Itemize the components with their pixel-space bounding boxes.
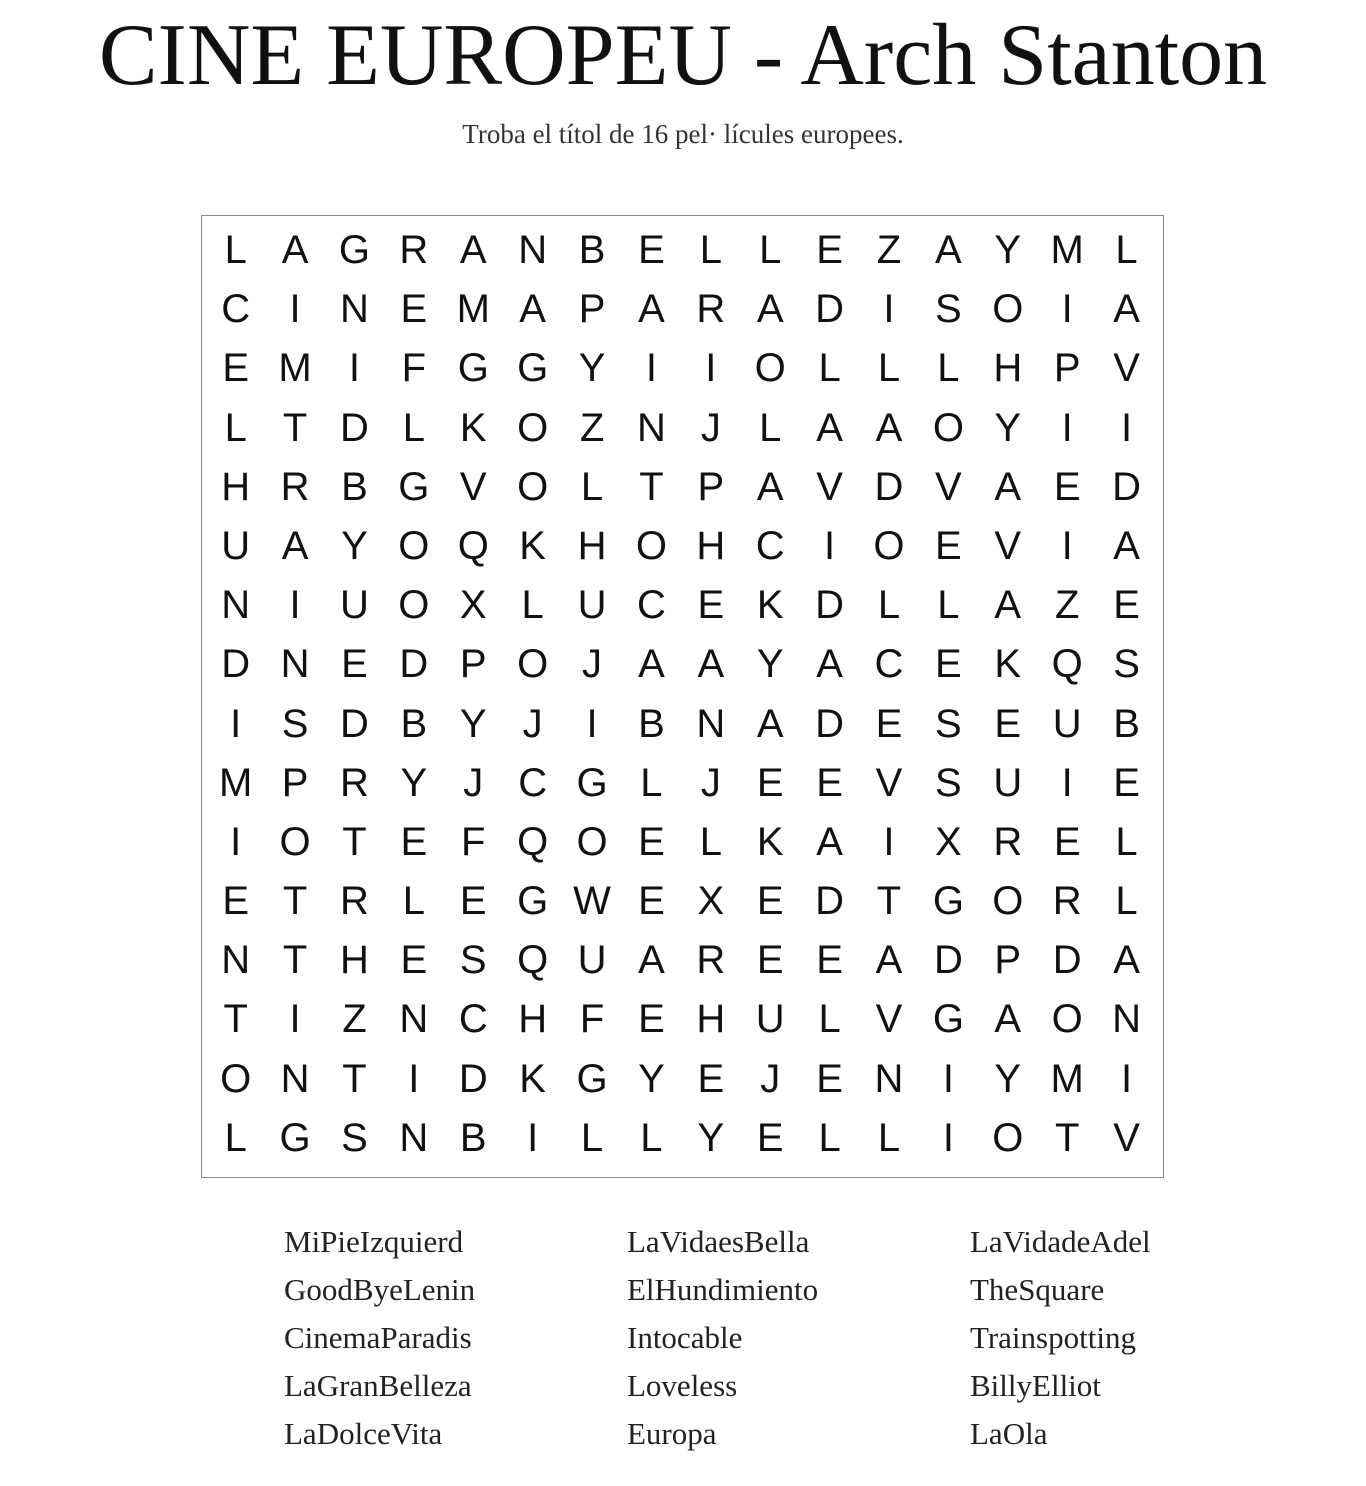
grid-letter[interactable]: Z bbox=[876, 228, 902, 272]
grid-letter[interactable]: D bbox=[458, 1056, 488, 1101]
grid-letter[interactable]: E bbox=[935, 523, 962, 568]
grid-letter[interactable]: I bbox=[1120, 1056, 1133, 1101]
grid-letter[interactable]: K bbox=[459, 405, 487, 450]
grid-letter[interactable]: I bbox=[289, 997, 301, 1042]
grid-letter[interactable]: Y bbox=[400, 760, 428, 805]
grid-letter[interactable]: T bbox=[223, 997, 248, 1042]
grid-letter[interactable]: B bbox=[400, 701, 428, 746]
grid-letter[interactable]: Y bbox=[341, 523, 368, 568]
grid-letter[interactable]: E bbox=[1053, 464, 1081, 509]
grid-letter[interactable]: M bbox=[278, 346, 312, 391]
grid-letter[interactable]: O bbox=[873, 523, 905, 568]
grid-letter[interactable]: E bbox=[697, 583, 725, 628]
grid-letter[interactable]: I bbox=[230, 701, 242, 746]
grid-letter[interactable]: D bbox=[1052, 938, 1082, 983]
grid-letter[interactable]: F bbox=[461, 819, 486, 864]
grid-letter[interactable]: B bbox=[638, 701, 665, 746]
grid-letter[interactable]: Z bbox=[342, 997, 367, 1042]
grid-letter[interactable]: I bbox=[289, 583, 301, 628]
grid-letter[interactable]: U bbox=[221, 523, 251, 568]
grid-letter[interactable]: S bbox=[935, 701, 962, 746]
grid-letter[interactable]: I bbox=[289, 287, 301, 332]
grid-letter[interactable]: C bbox=[755, 523, 785, 568]
grid-letter[interactable]: D bbox=[815, 701, 845, 746]
grid-letter[interactable]: H bbox=[696, 523, 726, 568]
word-list-item: CinemaParadis bbox=[284, 1320, 472, 1355]
grid-letter[interactable]: I bbox=[586, 701, 598, 746]
grid-letter[interactable]: G bbox=[279, 1115, 311, 1160]
grid-letter[interactable]: J bbox=[582, 642, 603, 687]
grid-letter[interactable]: N bbox=[636, 405, 666, 450]
grid-letter[interactable]: V bbox=[459, 464, 487, 509]
grid-letter[interactable]: H bbox=[993, 346, 1023, 391]
grid-letter[interactable]: E bbox=[697, 1056, 725, 1101]
grid-letter[interactable]: R bbox=[399, 228, 429, 272]
grid-letter[interactable]: J bbox=[760, 1056, 781, 1101]
grid-letter[interactable]: I bbox=[348, 346, 361, 391]
grid-letter[interactable]: V bbox=[875, 997, 903, 1042]
grid-letter[interactable]: E bbox=[638, 819, 665, 864]
grid-letter[interactable]: E bbox=[222, 879, 250, 924]
grid-letter[interactable]: G bbox=[338, 228, 371, 272]
grid-letter[interactable]: P bbox=[459, 642, 487, 687]
grid-letter[interactable]: S bbox=[459, 938, 487, 983]
grid-letter[interactable]: A bbox=[756, 287, 784, 332]
grid-letter[interactable]: Q bbox=[457, 523, 489, 568]
grid-letter[interactable]: D bbox=[1112, 464, 1141, 509]
word-list-item: LaDolceVita bbox=[284, 1416, 443, 1451]
grid-letter[interactable]: L bbox=[699, 228, 722, 272]
grid-letter[interactable]: Y bbox=[697, 1115, 725, 1160]
grid-letter[interactable]: N bbox=[280, 1056, 310, 1101]
grid-letter[interactable]: D bbox=[340, 405, 369, 450]
grid-letter[interactable]: A bbox=[816, 642, 843, 687]
grid-letter[interactable]: L bbox=[224, 1115, 247, 1160]
grid-letter[interactable]: L bbox=[580, 464, 604, 509]
grid-letter[interactable]: L bbox=[818, 997, 841, 1042]
grid-letter[interactable]: I bbox=[1120, 405, 1133, 450]
grid-letter[interactable]: N bbox=[874, 1056, 904, 1101]
grid-letter[interactable]: O bbox=[992, 287, 1024, 332]
grid-letter[interactable]: J bbox=[522, 701, 543, 746]
grid-letter[interactable]: H bbox=[518, 997, 548, 1042]
grid-letter[interactable]: M bbox=[219, 760, 253, 805]
grid-letter[interactable]: X bbox=[697, 879, 725, 924]
grid-letter[interactable]: A bbox=[994, 997, 1022, 1042]
grid-letter[interactable]: G bbox=[932, 997, 964, 1042]
grid-letter[interactable]: V bbox=[875, 760, 903, 805]
grid-letter[interactable]: O bbox=[398, 523, 430, 568]
grid-letter[interactable]: C bbox=[221, 287, 251, 332]
grid-letter[interactable]: E bbox=[638, 879, 665, 924]
grid-letter[interactable]: G bbox=[576, 760, 608, 805]
grid-letter[interactable]: E bbox=[638, 997, 665, 1042]
grid-letter[interactable]: I bbox=[645, 346, 657, 391]
grid-letter[interactable]: O bbox=[992, 1115, 1024, 1160]
grid-letter[interactable]: D bbox=[399, 642, 429, 687]
instructions: Troba el títol de 16 pel· lícules europees. bbox=[462, 119, 904, 149]
grid-letter[interactable]: A bbox=[281, 523, 309, 568]
grid-letter[interactable]: I bbox=[1061, 523, 1073, 568]
word-list-item: Loveless bbox=[627, 1368, 738, 1403]
grid-letter[interactable]: P bbox=[697, 464, 725, 509]
grid-letter[interactable]: A bbox=[756, 701, 784, 746]
grid-letter[interactable]: M bbox=[1050, 1056, 1084, 1101]
grid-letter[interactable]: A bbox=[816, 405, 843, 450]
grid-letter[interactable]: S bbox=[935, 287, 962, 332]
word-list-item: GoodByeLenin bbox=[284, 1272, 476, 1307]
grid-letter[interactable]: A bbox=[756, 464, 784, 509]
word-list-item: Intocable bbox=[627, 1320, 743, 1355]
grid-letter[interactable]: O bbox=[1051, 997, 1083, 1042]
grid-letter[interactable]: A bbox=[935, 228, 962, 272]
grid-letter[interactable]: U bbox=[993, 760, 1023, 805]
word-list-item: BillyElliot bbox=[970, 1368, 1101, 1403]
grid-letter[interactable]: O bbox=[279, 819, 311, 864]
grid-letter[interactable]: E bbox=[400, 287, 428, 332]
grid-letter[interactable]: L bbox=[640, 760, 663, 805]
grid-letter[interactable]: G bbox=[932, 879, 964, 924]
grid-letter[interactable]: L bbox=[580, 1115, 604, 1160]
grid-letter[interactable]: I bbox=[942, 1115, 954, 1160]
grid-letter[interactable]: S bbox=[1113, 642, 1140, 687]
grid-letter[interactable]: L bbox=[759, 228, 782, 272]
grid-letter[interactable]: L bbox=[937, 583, 960, 628]
grid-letter[interactable]: W bbox=[573, 879, 611, 924]
grid-letter[interactable]: C bbox=[636, 583, 666, 628]
grid-letter[interactable]: T bbox=[282, 405, 308, 450]
grid-letter[interactable]: L bbox=[1115, 879, 1138, 924]
grid-letter[interactable]: U bbox=[1052, 701, 1082, 746]
word-list-item: LaVidaesBella bbox=[627, 1224, 810, 1259]
grid-letter[interactable]: I bbox=[883, 287, 895, 332]
grid-letter[interactable]: C bbox=[458, 997, 488, 1042]
grid-letter[interactable]: I bbox=[230, 819, 242, 864]
grid-letter[interactable]: H bbox=[340, 938, 369, 983]
word-list-item: MiPieIzquierd bbox=[284, 1224, 464, 1259]
grid-letter[interactable]: A bbox=[875, 405, 903, 450]
grid-letter[interactable]: A bbox=[875, 938, 903, 983]
grid-letter[interactable]: T bbox=[282, 938, 308, 983]
grid-letter[interactable]: A bbox=[519, 287, 546, 332]
grid-letter[interactable]: H bbox=[577, 523, 607, 568]
grid-letter[interactable]: R bbox=[340, 879, 369, 924]
grid-letter[interactable]: E bbox=[935, 642, 962, 687]
grid-letter[interactable]: K bbox=[756, 819, 784, 864]
grid-letter[interactable]: O bbox=[398, 583, 430, 628]
grid-letter[interactable]: T bbox=[282, 879, 308, 924]
grid-letter[interactable]: G bbox=[517, 346, 549, 391]
grid-letter[interactable]: K bbox=[519, 1056, 546, 1101]
grid-letter[interactable]: B bbox=[459, 1115, 487, 1160]
grid-letter[interactable]: L bbox=[818, 346, 841, 391]
grid-letter[interactable]: O bbox=[992, 879, 1024, 924]
grid-letter[interactable]: A bbox=[1113, 287, 1140, 332]
grid-letter[interactable]: E bbox=[341, 642, 368, 687]
grid-letter[interactable]: R bbox=[1052, 879, 1082, 924]
grid-letter[interactable]: T bbox=[639, 464, 664, 509]
grid-letter[interactable]: Q bbox=[517, 819, 549, 864]
grid-letter[interactable]: O bbox=[517, 642, 549, 687]
grid-letter[interactable]: I bbox=[1061, 405, 1073, 450]
grid-letter[interactable]: H bbox=[696, 997, 726, 1042]
grid-letter[interactable]: D bbox=[815, 287, 845, 332]
grid-letter[interactable]: N bbox=[518, 228, 548, 272]
grid-letter[interactable]: P bbox=[578, 287, 606, 332]
grid-letter[interactable]: M bbox=[456, 287, 490, 332]
grid-letter[interactable]: O bbox=[754, 346, 786, 391]
grid-letter[interactable]: I bbox=[883, 819, 895, 864]
grid-letter[interactable]: A bbox=[459, 228, 487, 272]
grid-letter[interactable]: R bbox=[696, 938, 726, 983]
grid-letter[interactable]: I bbox=[705, 346, 717, 391]
grid-letter[interactable]: V bbox=[816, 464, 843, 509]
grid-letter[interactable]: V bbox=[935, 464, 962, 509]
grid-letter[interactable]: A bbox=[638, 938, 665, 983]
grid-letter[interactable]: L bbox=[937, 346, 960, 391]
grid-letter[interactable]: L bbox=[402, 405, 425, 450]
word-list-item: TheSquare bbox=[970, 1272, 1105, 1307]
grid-letter[interactable]: E bbox=[400, 938, 428, 983]
grid-letter[interactable]: O bbox=[932, 405, 964, 450]
grid-letter[interactable]: E bbox=[994, 701, 1022, 746]
grid-letter[interactable]: F bbox=[579, 997, 605, 1042]
word-list bbox=[284, 1220, 1244, 1460]
grid-letter[interactable]: R bbox=[696, 287, 726, 332]
grid-letter[interactable]: R bbox=[280, 464, 310, 509]
grid-letter[interactable]: L bbox=[402, 879, 425, 924]
grid-letter[interactable]: G bbox=[457, 346, 489, 391]
grid-letter[interactable]: E bbox=[756, 879, 784, 924]
grid-letter[interactable]: E bbox=[400, 819, 428, 864]
grid-letter[interactable]: G bbox=[398, 464, 430, 509]
grid-letter[interactable]: D bbox=[933, 938, 963, 983]
grid-letter[interactable]: L bbox=[759, 405, 782, 450]
grid-letter[interactable]: C bbox=[874, 642, 904, 687]
word-search-grid bbox=[206, 221, 1156, 1168]
grid-letter[interactable]: Y bbox=[994, 1056, 1022, 1101]
grid-letter[interactable]: J bbox=[700, 760, 721, 805]
grid-letter[interactable]: U bbox=[755, 997, 785, 1042]
grid-letter[interactable]: E bbox=[459, 879, 487, 924]
grid-letter[interactable]: I bbox=[1061, 760, 1073, 805]
grid-letter[interactable]: E bbox=[1113, 760, 1140, 805]
grid-letter[interactable]: V bbox=[1113, 1115, 1140, 1160]
grid-letter[interactable]: I bbox=[1061, 287, 1073, 332]
grid-letter[interactable]: U bbox=[577, 583, 607, 628]
grid-letter[interactable]: N bbox=[280, 642, 310, 687]
grid-letter[interactable]: L bbox=[1115, 819, 1138, 864]
grid-letter[interactable]: E bbox=[816, 1056, 843, 1101]
grid-letter[interactable]: U bbox=[577, 938, 607, 983]
grid-letter[interactable]: I bbox=[824, 523, 836, 568]
grid-letter[interactable]: M bbox=[1050, 228, 1084, 272]
grid-letter[interactable]: A bbox=[638, 287, 665, 332]
grid-letter[interactable]: Y bbox=[994, 405, 1022, 450]
grid-letter[interactable]: E bbox=[756, 938, 784, 983]
grid-letter[interactable]: K bbox=[756, 583, 784, 628]
grid-letter[interactable]: P bbox=[1053, 346, 1081, 391]
grid-letter[interactable]: N bbox=[399, 1115, 429, 1160]
grid-letter[interactable]: E bbox=[1053, 819, 1081, 864]
word-list-item: LaVidadeAdel bbox=[970, 1224, 1151, 1259]
grid-letter[interactable]: K bbox=[519, 523, 546, 568]
grid-letter[interactable]: L bbox=[1115, 228, 1138, 272]
grid-letter[interactable]: L bbox=[877, 346, 901, 391]
grid-letter[interactable]: N bbox=[221, 938, 251, 983]
grid-letter[interactable]: F bbox=[401, 346, 427, 391]
grid-letter[interactable]: T bbox=[342, 819, 367, 864]
grid-letter[interactable]: P bbox=[994, 938, 1022, 983]
word-list-item: Trainspotting bbox=[970, 1320, 1136, 1355]
grid-letter[interactable]: Y bbox=[994, 228, 1022, 272]
grid-letter[interactable]: G bbox=[576, 1056, 608, 1101]
page-title: CINE EUROPEU - Arch Stanton bbox=[98, 7, 1268, 104]
grid-letter[interactable]: N bbox=[399, 997, 429, 1042]
grid-letter[interactable]: A bbox=[638, 642, 665, 687]
grid-letter[interactable]: N bbox=[340, 287, 369, 332]
grid-letter[interactable]: B bbox=[341, 464, 368, 509]
grid-letter[interactable]: J bbox=[463, 760, 484, 805]
grid-letter[interactable]: E bbox=[875, 701, 903, 746]
grid-letter[interactable]: E bbox=[816, 760, 843, 805]
grid-letter[interactable]: E bbox=[1113, 583, 1140, 628]
grid-letter[interactable]: E bbox=[756, 1115, 784, 1160]
grid-letter[interactable]: A bbox=[994, 583, 1022, 628]
grid-letter[interactable]: N bbox=[221, 583, 251, 628]
grid-letter[interactable]: Q bbox=[1051, 642, 1083, 687]
grid-letter[interactable]: O bbox=[576, 819, 608, 864]
grid-letter[interactable]: S bbox=[935, 760, 962, 805]
grid-letter[interactable]: D bbox=[221, 642, 251, 687]
grid-letter[interactable]: X bbox=[935, 819, 962, 864]
grid-letter[interactable]: E bbox=[756, 760, 784, 805]
grid-letter[interactable]: Y bbox=[756, 642, 784, 687]
grid-letter[interactable]: L bbox=[224, 228, 247, 272]
grid-letter[interactable]: H bbox=[221, 464, 251, 509]
grid-letter[interactable]: R bbox=[993, 819, 1023, 864]
grid-letter[interactable]: D bbox=[340, 701, 369, 746]
grid-letter[interactable]: X bbox=[459, 583, 487, 628]
grid-letter[interactable]: Z bbox=[579, 405, 605, 450]
grid-letter[interactable]: L bbox=[877, 583, 901, 628]
grid-letter[interactable]: J bbox=[700, 405, 721, 450]
grid-letter[interactable]: O bbox=[517, 464, 549, 509]
grid-letter[interactable]: N bbox=[696, 701, 726, 746]
grid-letter[interactable]: C bbox=[518, 760, 548, 805]
grid-letter[interactable]: Y bbox=[459, 701, 487, 746]
grid-letter[interactable]: V bbox=[994, 523, 1022, 568]
grid-letter[interactable]: B bbox=[1113, 701, 1140, 746]
grid-letter[interactable]: E bbox=[816, 938, 843, 983]
grid-letter[interactable]: A bbox=[1113, 938, 1140, 983]
grid-letter[interactable]: E bbox=[638, 228, 665, 272]
grid-letter[interactable]: S bbox=[281, 701, 309, 746]
grid-letter[interactable]: G bbox=[517, 879, 549, 924]
grid-letter[interactable]: K bbox=[994, 642, 1022, 687]
grid-letter[interactable]: Q bbox=[517, 938, 549, 983]
grid-letter[interactable]: Z bbox=[1054, 583, 1080, 628]
grid-letter[interactable]: O bbox=[517, 405, 549, 450]
grid-letter[interactable]: I bbox=[942, 1056, 954, 1101]
grid-letter[interactable]: L bbox=[640, 1115, 663, 1160]
grid-letter[interactable]: V bbox=[1113, 346, 1140, 391]
grid-letter[interactable]: D bbox=[815, 583, 845, 628]
word-list-item: LaOla bbox=[970, 1416, 1048, 1451]
grid-letter[interactable]: A bbox=[994, 464, 1022, 509]
grid-letter[interactable]: T bbox=[1054, 1115, 1080, 1160]
grid-letter[interactable]: L bbox=[818, 1115, 841, 1160]
grid-letter[interactable]: A bbox=[1113, 523, 1140, 568]
grid-letter[interactable]: I bbox=[527, 1115, 539, 1160]
grid-letter[interactable]: L bbox=[521, 583, 544, 628]
grid-letter[interactable]: Y bbox=[578, 346, 606, 391]
grid-letter[interactable]: D bbox=[815, 879, 845, 924]
word-list-item: Europa bbox=[627, 1416, 717, 1451]
grid-letter[interactable]: O bbox=[635, 523, 667, 568]
grid-letter[interactable]: S bbox=[341, 1115, 368, 1160]
grid-letter[interactable]: O bbox=[220, 1056, 252, 1101]
grid-letter[interactable]: A bbox=[816, 819, 843, 864]
grid-letter[interactable]: R bbox=[340, 760, 369, 805]
grid-letter[interactable]: A bbox=[697, 642, 725, 687]
grid-letter[interactable]: B bbox=[578, 228, 606, 272]
word-list-item: LaGranBelleza bbox=[284, 1368, 472, 1403]
grid-letter[interactable]: T bbox=[342, 1056, 367, 1101]
grid-letter[interactable]: D bbox=[874, 464, 904, 509]
grid-letter[interactable]: L bbox=[877, 1115, 901, 1160]
grid-letter[interactable]: L bbox=[699, 819, 722, 864]
grid-letter[interactable]: E bbox=[222, 346, 250, 391]
grid-letter[interactable]: I bbox=[408, 1056, 420, 1101]
grid-letter[interactable]: L bbox=[224, 405, 247, 450]
grid-letter[interactable]: N bbox=[1112, 997, 1141, 1042]
grid-letter[interactable]: T bbox=[876, 879, 902, 924]
word-list-item: ElHundimiento bbox=[627, 1272, 819, 1307]
grid-letter[interactable]: E bbox=[816, 228, 843, 272]
grid-letter[interactable]: U bbox=[340, 583, 369, 628]
grid-letter[interactable]: P bbox=[281, 760, 309, 805]
grid-letter[interactable]: A bbox=[281, 228, 309, 272]
grid-letter[interactable]: Y bbox=[638, 1056, 665, 1101]
